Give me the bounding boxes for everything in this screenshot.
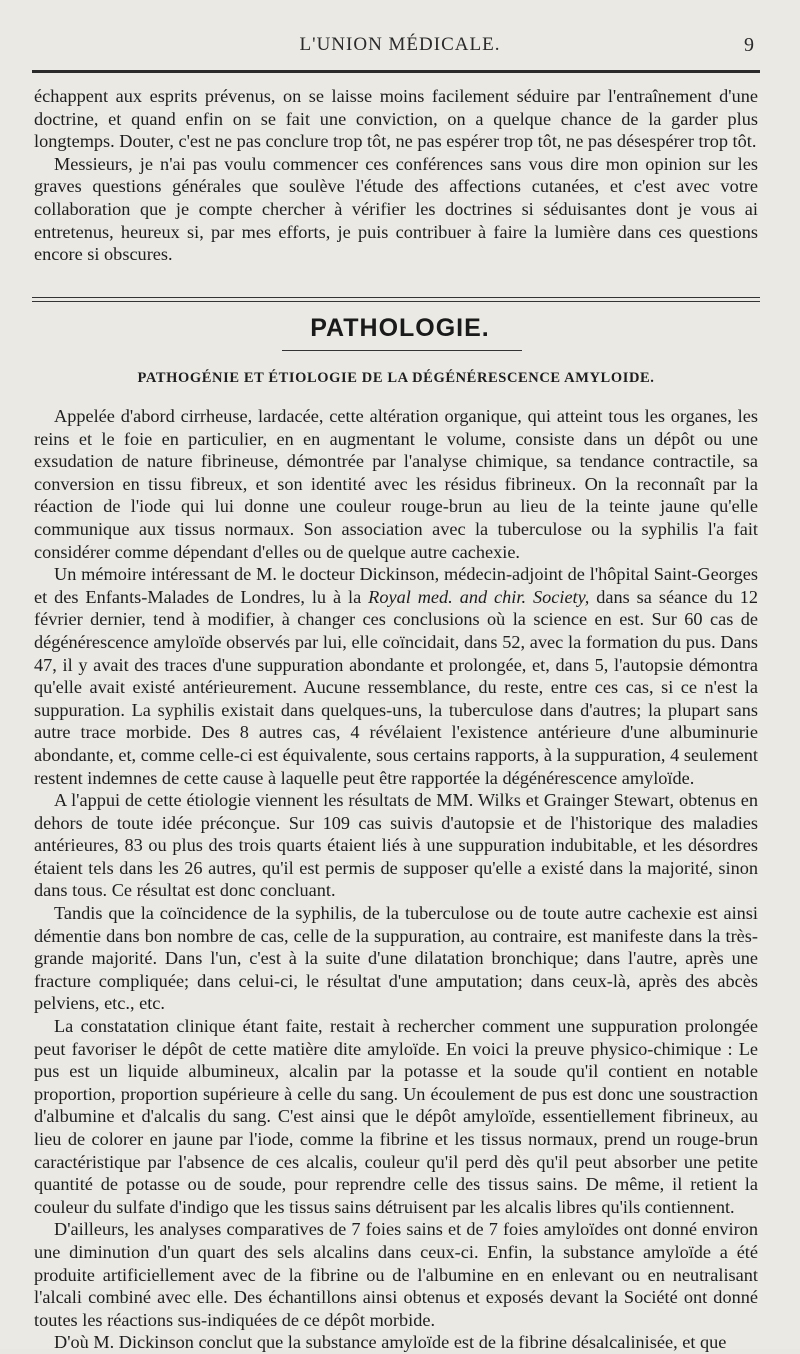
body-paragraph-1: Appelée d'abord cirrheuse, lardacée, cette altération organique, qui atteint tous les organes, les reins et le foie en particulier, en en augmentant le volume, consiste dans un dépôt ou une exsudation de nature fibrineuse, démontrée par l'analyse chimique, sa tendance contractile, sa conversion en tissu fibreux, et son identité avec les résidus fibrineux. On la reconnaît par la réaction de l'iode qui lui donne une couleur rouge-brun au lieu de la teinte jaune qu'elle communique aux tissus normaux. Son association avec la tuberculose ou la syphilis l'a fait considérer comme dépendant d'elles ou de quelque autre cachexie. (34, 406, 758, 562)
society-name: Royal med. and chir. Society, (368, 586, 590, 607)
body-paragraph-5: La constatation clinique étant faite, restait à rechercher comment une suppuration prolongée peut favoriser le dépôt de cette matière dite amyloïde. En voici la preuve physico-chimique : Le pus est un liquide albumineux, alcalin par la potasse et la soude qu'il contient en notable proportion, proportion supérieure à celle du sang. Un écoulement de pus est donc une soustraction d'albumine et d'alcalis du sang. C'est ainsi que le dépôt amyloïde, essentiellement fibrineux, au lieu de colorer en jaune par l'iode, comme la fibrine et les tissus normaux, prend un rouge-brun caractéristique par l'absence de ces alcalis, couleur qu'il perd dès qu'il peut absorber une petite quantité de potasse ou de soude, pour reprendre celle des tissus sains. De même, il retient la couleur du sulfate d'indigo que les tissus sains détruisent par les alcalis libres qu'ils contiennent. (34, 1016, 758, 1217)
body-paragraph-2-start: Un mémoire intéressant de M. le docteur Dickinson, médecin-adjoint de l'hôpital Saint-Georges et des Enfants-Malades de Londres, lu à la (34, 564, 758, 607)
intro-paragraph-1: échappent aux esprits prévenus, on se laisse moins facilement séduire par l'entraînement d'une doctrine, et quand enfin on se fait une conviction, on a quelque chance de la garder plus longtemps. Douter, c'est ne pas conclure trop tôt, ne pas espérer trop tôt, ne pas désespérer trop tôt. (34, 86, 758, 152)
body-paragraph-7: D'où M. Dickinson conclut que la substance amyloïde est de la fibrine désalcalinisée, et que (54, 1332, 727, 1353)
section-title: PATHOLOGIE. (310, 314, 490, 342)
article-heading: PATHOGÉNIE ET ÉTIOLOGIE DE LA DÉGÉNÉRESCENCE AMYLOIDE. (137, 370, 655, 386)
page-number: 9 (744, 34, 754, 56)
body-paragraph-3: A l'appui de cette étiologie viennent les résultats de MM. Wilks et Grainger Stewart, obtenus en dehors de toute idée préconçue. Sur 109 cas suivis d'autopsie et de l'historique des maladies antérieures, 83 ou plus des trois quarts étaient liés à une suppuration indubitable, et les désordres étaient tels dans les 26 autres, qu'il est permis de supposer qu'elle a existé dans la majorité, sinon dans tous. Ce résultat est donc concluant. (34, 790, 758, 901)
header-rule (32, 70, 760, 73)
body-paragraph-6: D'ailleurs, les analyses comparatives de 7 foies sains et de 7 foies amyloïdes ont donné environ une diminution d'un quart des sels alcalins dans ceux-ci. Enfin, la substance amyloïde a été produite artificiellement avec de la fibrine ou de l'albumine en en enlevant ou en neutralisant l'alcali combiné avec elle. Des échantillons ainsi obtenus et exposés devant la Société ont donné toutes les réactions sus-indiquées de ce dépôt morbide. (34, 1219, 758, 1330)
article-body (34, 405, 758, 1354)
intro-paragraph-2: Messieurs, je n'ai pas voulu commencer ces conférences sans vous dire mon opinion sur les graves questions générales que soulève l'étude des affections cutanées, et c'est avec votre collaboration que je compte chercher à vérifier les doctrines si séduisantes dont je vous ai entretenus, heureux si, par mes efforts, je puis contribuer à faire la lumière dans ces questions encore si obscures. (34, 153, 758, 265)
body-paragraph-2 (34, 563, 758, 789)
intro-text (34, 85, 758, 266)
journal-title: L'UNION MÉDICALE. (299, 34, 501, 55)
section-divider-bottom (32, 301, 760, 302)
body-paragraph-4: Tandis que la coïncidence de la syphilis, de la tuberculose ou de toute autre cachexie est ainsi démentie dans bon nombre de cas, celle de la suppuration, au contraire, est manifeste dans la très-grande majorité. Dans l'un, c'est à la suite d'une dilatation bronchique; dans l'autre, après une fracture compliquée; dans celui-ci, le résultat d'une amputation; dans ceux-là, après des abcès pelviens, etc., etc. (34, 903, 758, 1014)
title-underline (282, 350, 522, 351)
running-header (40, 30, 760, 64)
section-divider-top (32, 297, 760, 298)
body-paragraph-2-end: dans sa séance du 12 février dernier, tend à modifier, à changer ces conclusions où la science en est. Sur 60 cas de dégénérescence amyloïde observés par lui, elle coïncidait, dans 52, avec la formation du pus. Dans 47, il y avait des traces d'une suppuration abondante et prolongée, et, dans 5, l'autopsie démontra qu'elle avait existé antérieurement. Aucune ressemblance, du reste, entre ces cas, si ce n'est la suppuration. La syphilis existait dans quelques-uns, la tuberculose dans d'autres; la plupart sans autre trace morbide. Des 8 autres cas, 4 révélaient l'existence antérieure d'une albuminurie abondante, et, comme celle-ci est équivalente, sous certains rapports, à la suppuration, 4 seulement restent indemnes de cette cause à laquelle peut être rapportée la dégénérescence amyloïde. (34, 586, 758, 788)
